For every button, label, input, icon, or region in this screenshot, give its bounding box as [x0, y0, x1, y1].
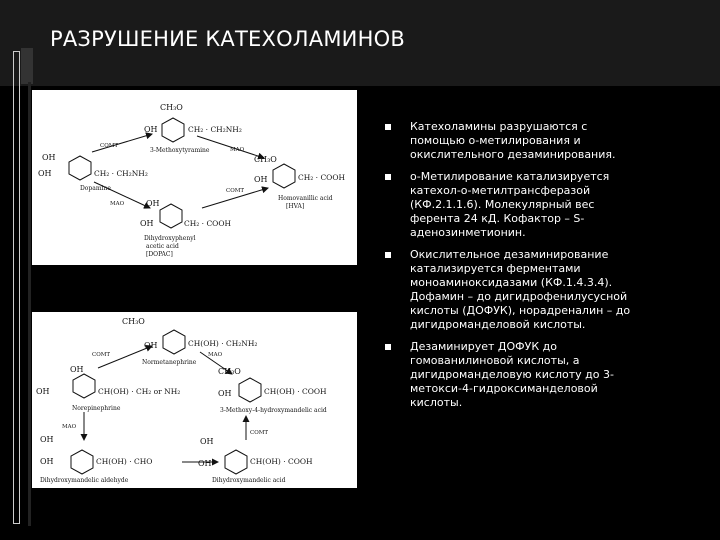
enzyme-label: MAO — [110, 201, 125, 207]
formula-label: CH₂ · COOH — [298, 173, 346, 182]
bullet-text: Катехоламины разрушаются с помощью о-метилирования и окислительного дезаминирования. — [410, 120, 616, 161]
bullet-list — [385, 120, 690, 418]
formula-label: OH — [146, 199, 160, 208]
compound-name: Dihydroxyphenyl — [144, 235, 196, 242]
formula-label: OH — [200, 437, 214, 446]
formula-label: OH — [218, 389, 232, 398]
formula-label: OH — [254, 175, 268, 184]
formula-label: OH — [144, 125, 158, 134]
benzene-ring — [160, 204, 182, 228]
bullet-square-icon — [385, 344, 391, 350]
enzyme-label: COMT — [226, 188, 245, 194]
bullet-item — [385, 340, 690, 410]
compound-name: Dihydroxymandelic acid — [212, 477, 286, 484]
enzyme-label: COMT — [92, 352, 111, 358]
enzyme-label: MAO — [208, 352, 223, 358]
benzene-ring — [225, 450, 247, 474]
formula-label: CH(OH) · COOH — [264, 387, 327, 396]
benzene-ring — [163, 330, 185, 354]
formula-label: CH₃O — [122, 317, 145, 326]
bullet-square-icon — [385, 174, 391, 180]
formula-label: OH — [38, 169, 52, 178]
formula-label: CH₃O — [160, 103, 183, 112]
compound-name: acetic acid — [146, 243, 179, 250]
formula-label: OH — [42, 153, 56, 162]
norepinephrine-metabolism-diagram — [32, 312, 357, 488]
compound-name: 3-Methoxy-4-hydroxymandelic acid — [220, 407, 327, 414]
compound-name: [HVA] — [286, 203, 305, 210]
benzene-ring — [73, 374, 95, 398]
enzyme-label: MAO — [62, 424, 77, 430]
bullet-text: Окислительное дезаминирование катализируется ферментами моноаминоксидазами (КФ.1.4.3.4). Дофамин – до дигидрофенилусусной кислоты (ДОФУК), норадреналин – до дигидроманделовой кислоты. — [410, 248, 631, 331]
enzyme-label: COMT — [250, 430, 269, 436]
compound-name: Dihydroxymandelic aldehyde — [40, 477, 129, 484]
formula-label: OH — [36, 387, 50, 396]
formula-label: CH₂ · CH₂NH₂ — [188, 125, 242, 134]
bullet-item — [385, 170, 690, 240]
slide-title: РАЗРУШЕНИЕ КАТЕХОЛАМИНОВ — [50, 27, 405, 51]
compound-name: Norepinephrine — [72, 405, 121, 412]
bullet-square-icon — [385, 252, 391, 258]
norepinephrine-scheme — [32, 312, 357, 488]
formula-label: CH₂ · COOH — [184, 219, 232, 228]
decorative-frame — [13, 51, 20, 524]
compound-name: [DOPAC] — [146, 251, 173, 258]
dopamine-metabolism-diagram — [32, 90, 357, 265]
compound-name: Homovanillic acid — [278, 195, 333, 202]
decorative-block — [21, 48, 33, 84]
dopamine-scheme — [32, 90, 357, 265]
enzyme-label: COMT — [100, 143, 119, 149]
benzene-ring — [162, 118, 184, 142]
compound-name: 3-Methoxytyramine — [150, 147, 210, 154]
formula-label: OH — [198, 459, 212, 468]
decorative-stripe — [28, 82, 31, 526]
benzene-ring — [69, 156, 91, 180]
bullet-text: Дезаминирует ДОФУК до гомованилиновой кислоты, а дигидроманделовую кислоту до 3- метокси-4-гидроксиманделовой кислоты. — [410, 340, 614, 409]
formula-label: OH — [70, 365, 84, 374]
formula-label: CH₃O — [218, 367, 241, 376]
formula-label: CH₃O — [254, 155, 277, 164]
formula-label: OH — [40, 457, 54, 466]
formula-label: CH(OH) · CH₂ or NH₂ — [98, 387, 181, 396]
compound-name: Dopamine — [80, 185, 111, 192]
formula-label: OH — [140, 219, 154, 228]
compound-name: Normetanephrine — [142, 359, 197, 366]
benzene-ring — [239, 378, 261, 402]
formula-label: OH — [144, 341, 158, 350]
enzyme-label: MAO — [230, 147, 245, 153]
bullet-text: о-Метилирование катализируется катехол-о-метилтрансферазой (КФ.2.1.1.6). Молекулярный вес ферента 24 кД. Кофактор – S- аденозинметионин. — [410, 170, 610, 239]
bullet-item — [385, 120, 690, 162]
formula-label: CH₂ · CH₂NH₂ — [94, 169, 148, 178]
formula-label: CH(OH) · CH₂NH₂ — [188, 339, 258, 348]
benzene-ring — [71, 450, 93, 474]
formula-label: CH(OH) · CHO — [96, 457, 153, 466]
formula-label: OH — [40, 435, 54, 444]
bullet-square-icon — [385, 124, 391, 130]
formula-label: CH(OH) · COOH — [250, 457, 313, 466]
bullet-item — [385, 248, 690, 332]
benzene-ring — [273, 164, 295, 188]
